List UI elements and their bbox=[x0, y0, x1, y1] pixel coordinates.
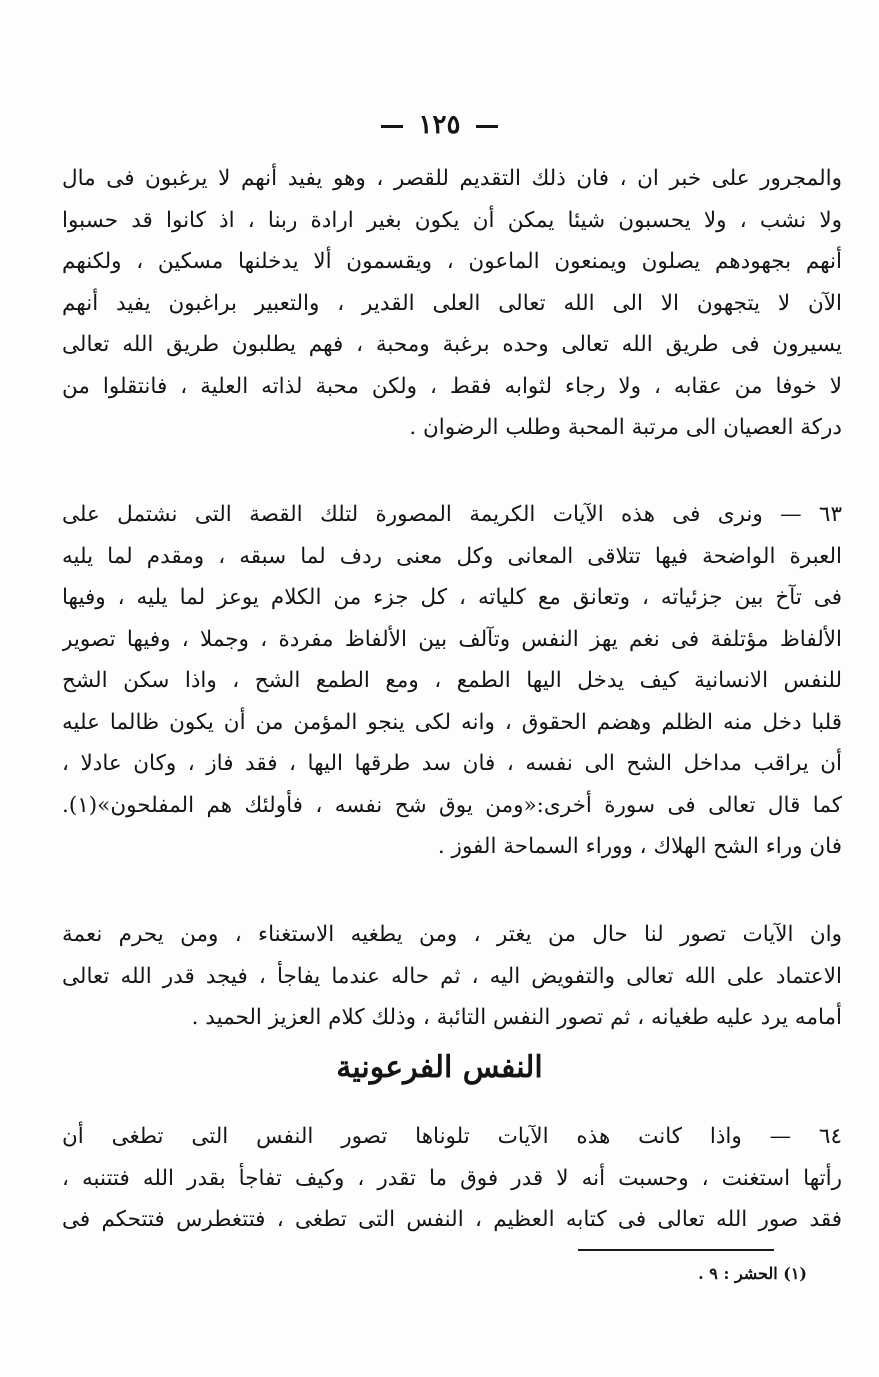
page-number bbox=[0, 110, 879, 140]
paragraph-1-line: ولا نشب ، ولا يحسبون شيئا يمكن أن يكون بغير ارادة ربنا ، اذ كانوا قد حسبوا bbox=[62, 207, 842, 233]
paragraph-2-line: العبرة الواضحة فيها تتلاقى المعانى وكل معنى ردف لما سبقه ، ومقدم لما يليه bbox=[62, 543, 842, 569]
paragraph-2-line: فى تآخ بين جزئياته ، وتعانق مع كلياته ، كل جزء من الكلام يوعز لما يليه ، وفيها bbox=[62, 585, 842, 610]
paragraph-2-line: للنفس الانسانية كيف يدخل اليها الطمع ، ومع الطمع الشح ، واذا سكن الشح bbox=[62, 668, 842, 693]
paragraph-3 bbox=[62, 914, 842, 1039]
footnote-divider bbox=[578, 1249, 774, 1251]
paragraph-2-line: قلبا دخل منه الظلم وهضم الحقوق ، وانه لكى ينجو المؤمن من أن يكون ظالما عليه bbox=[62, 709, 842, 735]
page-number-text: ١٢٥ bbox=[418, 110, 461, 140]
paragraph-3-line: الاعتماد على الله تعالى والتفويض اليه ، ثم حاله عندما يفاجأ ، فيجد قدر الله تعالى bbox=[62, 963, 842, 989]
section-heading: النفس الفرعونية bbox=[336, 1050, 543, 1085]
paragraph-2-line: أن يراقب مداخل الشح الى نفسه ، فان سد طرقها اليها ، فقد فاز ، وكان عادلا ، bbox=[62, 751, 842, 776]
paragraph-2-line: الألفاظ مؤتلفة فى نغم يهز النفس وتآلف بين الألفاظ مفردة ، وجملا ، وفيها تصوير bbox=[62, 626, 842, 652]
paragraph-1-line: لا خوفا من عقابه ، ولا رجاء لثوابه فقط ، ولكن محبة لذاته العلية ، فانتقلوا من bbox=[62, 373, 842, 399]
paragraph-2-line: ٦٣ — ونرى فى هذه الآيات الكريمة المصورة لتلك القصة التى نشتمل على bbox=[62, 502, 842, 527]
page-number-dash-right bbox=[476, 125, 498, 128]
paragraph-4-line: رأتها استغنت ، وحسبت أنه لا قدر فوق ما تقدر ، وكيف تفاجأ بقدر الله فتتنبه ، bbox=[62, 1165, 842, 1191]
paragraph-4 bbox=[62, 1116, 842, 1241]
paragraph-1-line: أنهم بجهودهم يصلون ويمنعون الماعون ، ويقسمون ألا يدخلنها مسكين ، ولكنهم bbox=[62, 249, 842, 274]
footnote: (١) الحشر : ٩ . bbox=[698, 1264, 807, 1283]
page-number-dash-left bbox=[381, 125, 403, 128]
paragraph-3-line: أمامه يرد عليه طغيانه ، ثم تصور النفس التائبة ، وذلك كلام العزيز الحميد . bbox=[191, 1005, 842, 1030]
paragraph-4-line: ٦٤ — واذا كانت هذه الآيات تلوناها تصور النفس التى تطغى أن bbox=[62, 1124, 842, 1149]
paragraph-2-line: فان وراء الشح الهلاك ، ووراء السماحة الفوز . bbox=[437, 834, 842, 859]
paragraph-2-line: كما قال تعالى فى سورة أخرى:«ومن يوق شح نفسه ، فأولئك هم المفلحون»(١). bbox=[62, 792, 842, 818]
paragraph-1 bbox=[62, 158, 842, 449]
paragraph-1-line: دركة العصيان الى مرتبة المحبة وطلب الرضوان . bbox=[409, 415, 842, 440]
paragraph-1-line: يسيرون فى طريق الله تعالى وحده برغبة ومحبة ، فهم يطلبون طريق الله تعالى bbox=[62, 332, 842, 357]
paragraph-1-line: الآن لا يتجهون الا الى الله تعالى العلى القدير ، والتعبير براغبون يفيد أنهم bbox=[62, 290, 842, 316]
paragraph-1-line: والمجرور على خبر ان ، فان ذلك التقديم للقصر ، وهو يفيد أنهم لا يرغبون فى مال bbox=[62, 166, 842, 191]
paragraph-3-line: وان الآيات تصور لنا حال من يغتر ، ومن يطغيه الاستغناء ، ومن يحرم نعمة bbox=[62, 922, 842, 947]
paragraph-2 bbox=[62, 494, 842, 868]
paragraph-4-line: فقد صور الله تعالى فى كتابه العظيم ، النفس التى تطغى ، فتتغطرس فتتحكم فى bbox=[62, 1207, 842, 1232]
